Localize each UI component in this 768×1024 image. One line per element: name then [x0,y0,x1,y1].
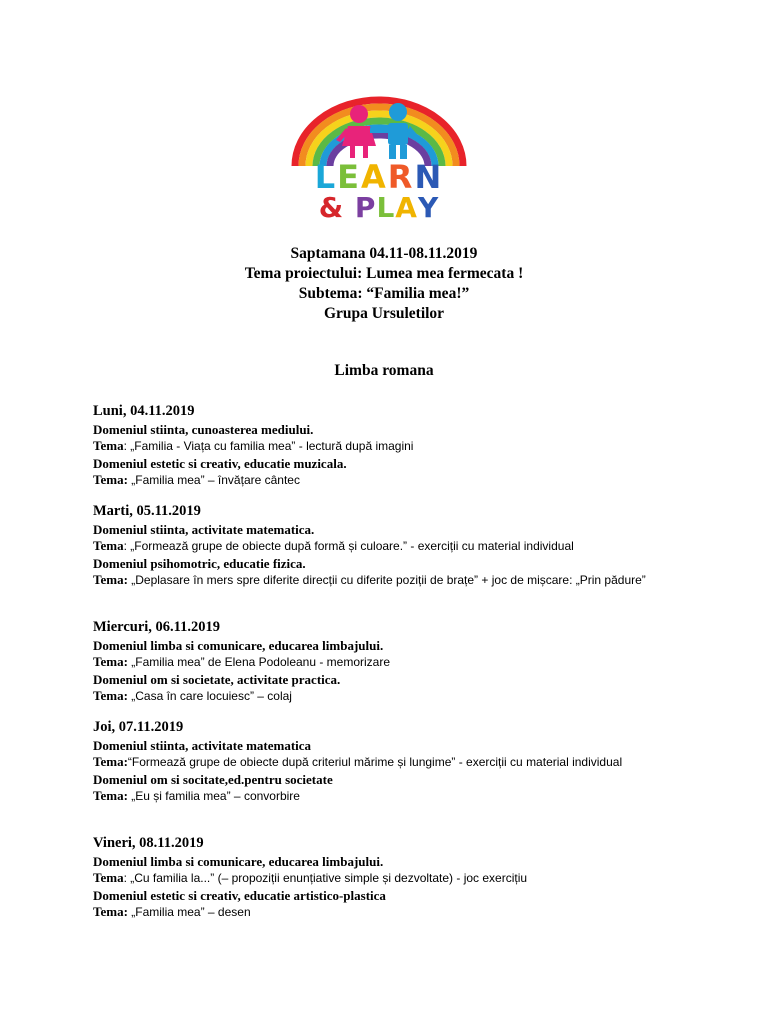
tema-label: Tema [93,438,124,453]
tema-label: Tema: [93,688,128,703]
domain-line: Domeniul estetic si creativ, educatie muzicala. [93,456,347,471]
tema-label: Tema: [93,472,128,487]
tema-line [93,654,693,670]
section-title: Limba romana [334,362,434,379]
tema-line [93,754,693,770]
day-block [93,718,693,804]
domain-line: Domeniul stiinta, cunoasterea mediului. [93,422,314,437]
domain-line: Domeniul om si societate, activitate practica. [93,672,341,687]
group-line: Grupa Ursuletilor [323,305,445,322]
tema-text: „Casa în care locuiesc” – colaj [127,689,292,703]
logo-word-play [286,191,472,224]
logo-letter: P [354,191,377,224]
domain-line: Domeniul stiinta, activitate matematica. [93,522,315,537]
logo-letter: E [337,158,362,196]
tema-line [93,538,693,554]
day-block [93,618,693,704]
tema-line [93,788,693,804]
logo-letter: & [318,191,345,224]
tema-label: Tema: [93,904,128,919]
day-title: Luni, 04.11.2019 [93,403,195,419]
logo-letter: Y [417,191,440,224]
subtheme-line: Subtema: “Familia mea!” [298,285,470,302]
tema-line [93,472,693,488]
tema-label: Tema: [93,654,128,669]
tema-line [93,904,693,920]
tema-text: „Eu și familia mea” – convorbire [127,789,300,803]
tema-text: : „Cu familia la...” (– propoziții enunțiative simple și dezvoltate) - joc exercițiu [123,871,528,885]
tema-text: „Familia mea” – învățare cântec [127,473,300,487]
domain-line: Domeniul limba si comunicare, educarea limbajului. [93,854,384,869]
tema-text: „Familia mea” – desen [127,905,251,919]
domain-line: Domeniul stiinta, activitate matematica [93,738,312,753]
day-title: Marti, 05.11.2019 [93,503,201,519]
tema-label: Tema: [93,754,128,769]
tema-line [93,572,693,588]
day-block [93,502,693,588]
day-block [93,834,693,920]
day-title: Vineri, 08.11.2019 [93,835,204,851]
tema-line [93,688,693,704]
tema-label: Tema: [93,572,128,587]
day-title: Miercuri, 06.11.2019 [93,619,220,635]
tema-text: : „Familia - Viața cu familia mea” - lectură după imagini [123,439,414,453]
tema-label: Tema: [93,788,128,803]
document-header [0,244,768,324]
rainbow-icon [286,88,472,168]
learn-and-play-logo [286,88,472,228]
domain-line: Domeniul om si socitate,ed.pentru societate [93,772,333,787]
logo-letter: L [314,158,338,196]
project-theme-line: Tema proiectului: Lumea mea fermecata ! [244,265,524,282]
domain-line: Domeniul limba si comunicare, educarea limbajului. [93,638,384,653]
week-line: Saptamana 04.11-08.11.2019 [290,245,478,262]
day-block [93,402,693,488]
tema-label: Tema [93,538,124,553]
tema-line [93,870,693,886]
logo-letter: A [395,191,418,224]
tema-line [93,438,693,454]
logo-letter: L [376,191,396,224]
domain-line: Domeniul psihomotric, educatie fizica. [93,556,306,571]
tema-text: „Deplasare în mers spre diferite direcții cu diferite poziții de brațe” + joc de mișcare: „Prin pădure” [127,573,646,587]
tema-text: „Familia mea” de Elena Podoleanu - memorizare [127,655,391,669]
tema-text: : „Formează grupe de obiecte după formă și culoare.” - exerciții cu material individual [123,539,574,553]
tema-text: “Formează grupe de obiecte după criteriul mărime și lungime” - exerciții cu material individual [127,755,623,769]
tema-label: Tema [93,870,124,885]
logo-letter: N [414,158,444,196]
logo-letter: R [387,158,415,196]
logo-letter: A [361,158,388,196]
day-title: Joi, 07.11.2019 [93,719,184,735]
domain-line: Domeniul estetic si creativ, educatie artistico-plastica [93,888,386,903]
